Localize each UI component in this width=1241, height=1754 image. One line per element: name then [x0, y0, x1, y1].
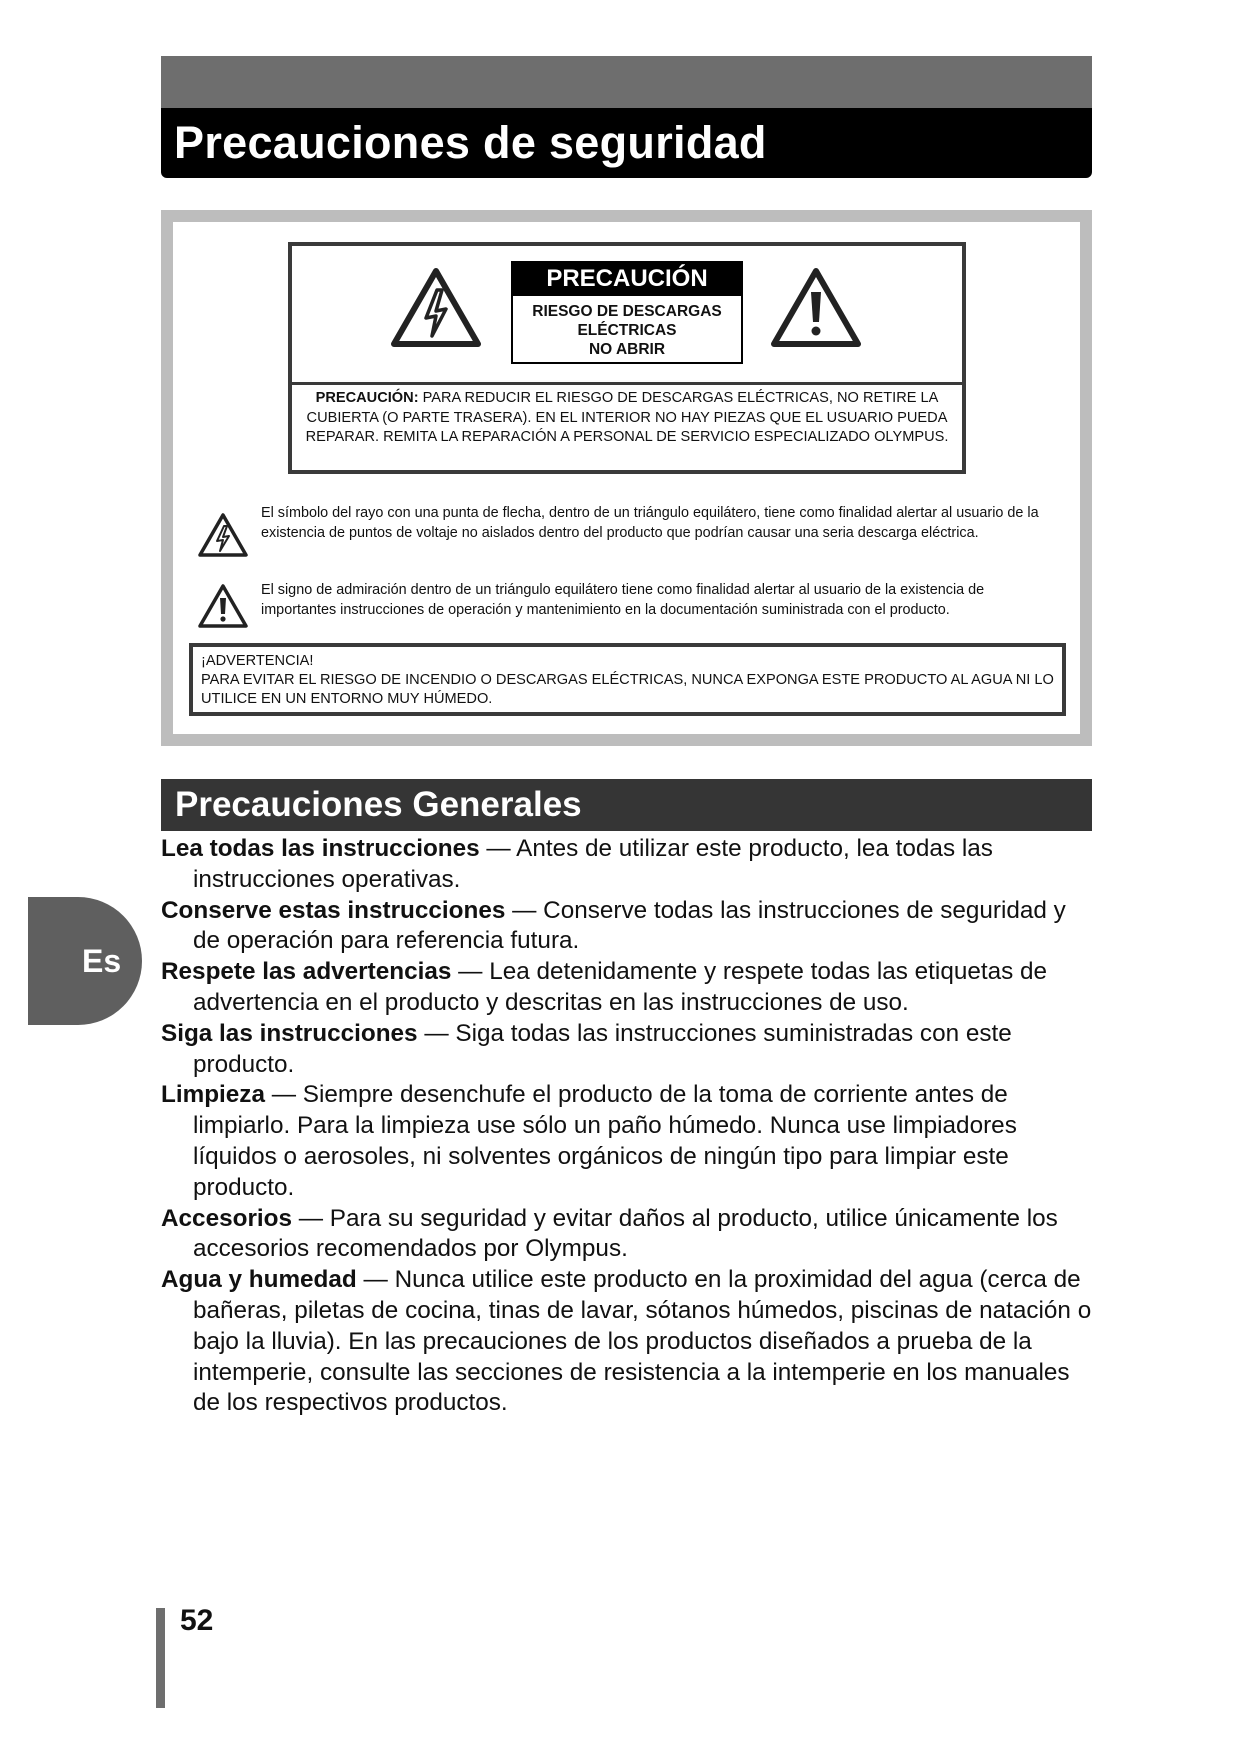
item-term: Limpieza: [161, 1081, 265, 1109]
exclamation-symbol-icon: [197, 583, 249, 629]
warning-box: [189, 643, 1066, 716]
item-text: — Siga todas las instrucciones suministradas con este producto.: [193, 1019, 1012, 1078]
language-tab-label: Es: [82, 943, 122, 979]
caution-line-1: RIESGO DE DESCARGAS: [532, 303, 722, 320]
page-title: Precauciones de seguridad: [174, 117, 767, 168]
caution-heading: PRECAUCIÓN: [511, 261, 743, 296]
electric-shock-symbol-icon: [197, 512, 249, 558]
warning-heading: ¡ADVERTENCIA!: [201, 653, 314, 669]
caution-label-text: [511, 296, 743, 364]
item-text: — Para su seguridad y evitar daños al producto, utilice únicamente los accesorios recomendados por Olympus.: [193, 1204, 1058, 1263]
item-text: — Conserve todas las instrucciones de seguridad y de operación para referencia futura.: [193, 896, 1066, 955]
item-text: — Siempre desenchufe el producto de la toma de corriente antes de limpiarlo. Para la limpieza use sólo un paño húmedo. Nunca use limpiadores líquidos o aerosoles, ni solventes orgánicos de ningún tipo para limpiar este producto.: [193, 1081, 1017, 1201]
warning-text: PARA EVITAR EL RIESGO DE INCENDIO O DESCARGAS ELÉCTRICAS, NUNCA EXPONGA ESTE PRODUCTO AL AGUA NI LO UTILICE EN UN ENTORNO MUY HÚMEDO.: [201, 672, 1054, 707]
caution-line-3: NO ABRIR: [588, 341, 666, 358]
list-item: [161, 1080, 1092, 1203]
title-band-top: [161, 56, 1092, 110]
list-item: [161, 1204, 1092, 1266]
item-term: Lea todas las instrucciones: [161, 835, 480, 862]
item-term: Accesorios: [161, 1204, 292, 1232]
bolt-symbol-description: El símbolo del rayo con una punta de flecha, dentro de un triángulo equilátero, tiene como finalidad alertar al usuario de la existencia de puntos de voltaje no aislados dentro del producto que podrían causar una seria descarga eléctrica.: [261, 505, 1039, 541]
caution-label-divider: [292, 382, 962, 385]
item-term: Conserve estas instrucciones: [161, 896, 506, 924]
electric-shock-warning-icon: [390, 266, 482, 348]
list-item: [161, 957, 1092, 1019]
list-item: [161, 1265, 1092, 1419]
item-text: — Lea detenidamente y respete todas las etiquetas de advertencia en el producto y descritas en las instrucciones de uso.: [193, 958, 1048, 1016]
caution-note-lead: PRECAUCIÓN:: [315, 390, 419, 406]
precautions-list: [161, 834, 1092, 1419]
section-title: Precauciones Generales: [175, 785, 582, 824]
item-term: Siga las instrucciones: [161, 1019, 418, 1047]
item-term: Respete las advertencias: [161, 958, 452, 986]
item-term: Agua y humedad: [161, 1266, 357, 1294]
page-number-bar: [156, 1608, 165, 1708]
caution-note: [298, 389, 956, 448]
item-text: — Antes de utilizar este producto, lea todas las instrucciones operativas.: [193, 835, 993, 893]
exclamation-symbol-description: El signo de admiración dentro de un triángulo equilátero tiene como finalidad alertar al usuario de la existencia de importantes instrucciones de operación y mantenimiento en la documentación suministrada con el producto.: [261, 582, 985, 618]
item-text: — Nunca utilice este producto en la proximidad del agua (cerca de bañeras, piletas de cocina, tinas de lavar, sótanos húmedos, piscinas de natación o bajo la lluvia). En las precauciones de los productos diseñados a prueba de la intemperie, consulte las secciones de resistencia a la intemperie en los manuales de los respectivos productos.: [193, 1266, 1092, 1417]
list-item: [161, 1019, 1092, 1081]
list-item: [161, 896, 1092, 958]
caution-line-2: ELÉCTRICAS: [577, 322, 677, 339]
exclamation-warning-icon: [770, 266, 862, 348]
caution-note-text: PARA REDUCIR EL RIESGO DE DESCARGAS ELÉCTRICAS, NO RETIRE LA CUBIERTA (O PARTE TRASERA). EN EL INTERIOR NO HAY PIEZAS QUE EL USUARIO PUEDA REPARAR. REMITA LA REPARACIÓN A PERSONAL DE SERVICIO ESPECIALIZADO OLYMPUS.: [305, 390, 949, 445]
list-item: [161, 834, 1092, 896]
page-number: 52: [180, 1604, 214, 1637]
